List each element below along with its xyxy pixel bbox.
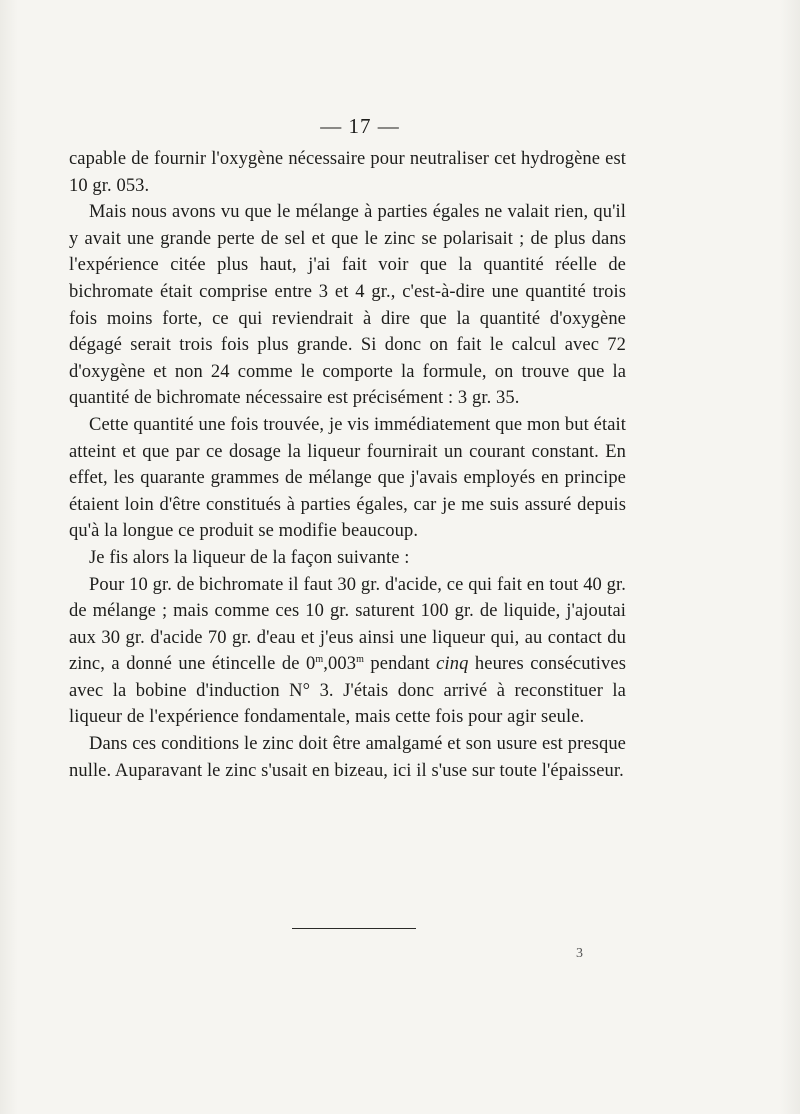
spark-prefix: 0 [306, 654, 316, 675]
paragraph-5-start: Pour 10 gr. de bichromate il faut 30 gr. d'acide, ce qui fait en tout 40 gr. de mélange ; mais comme ces 10 gr. saturent 100 gr. de liquide, j'ajoutai aux 30 gr. d'acide 70 gr. d'eau et j'eus ainsi une liqueur qui, au contact du zinc, a donné une étincelle de [69, 574, 626, 675]
paragraph-2: Mais nous avons vu que le mélange à parties égales ne valait rien, qu'il y avait une grande perte de sel et que le zinc se polarisait ; de plus dans l'expérience citée plus haut, j'ai fait voir que la quantité réelle de bichromate était comprise entre 3 et 4 gr., c'est-à-dire une quantité trois fois moins forte, ce qui reviendrait à dire que la quantité d'oxygène dégagé serait trois fois plus grande. Si donc on fait le calcul avec 72 d'oxygène et non 24 comme le comporte la formule, on trouve que la quantité de bichromate nécessaire est précisément : 3 gr. 35. [69, 202, 626, 409]
spark-unit-1: m [315, 654, 324, 666]
signature-mark: 3 [576, 946, 583, 961]
paragraph-1: capable de fournir l'oxygène nécessaire pour neutraliser cet hydrogène est 10 gr. 053. [69, 149, 626, 196]
page-number: — 17 — [320, 114, 400, 138]
spark-unit-2: m [356, 654, 364, 666]
horizontal-rule [292, 928, 416, 929]
paragraph-5-mid: pendant [363, 654, 437, 675]
paragraph-5-end: heures consécutives avec la bobine d'induction N° 3. J'étais donc arrivé à reconstituer la liqueur de l'expérience fondamentale, mais cette fois pour agir seule. [69, 654, 626, 728]
paragraph-4: Je fis alors la liqueur de la façon suivante : [89, 547, 410, 568]
paragraph-6: Dans ces conditions le zinc doit être amalgamé et son usure est presque nulle. Auparavant le zinc s'usait en bizeau, ici il s'use sur toute l'épaisseur. [69, 734, 626, 781]
spark-value: ,003 [323, 654, 357, 675]
italic-word: cinq [436, 654, 469, 675]
paragraph-3: Cette quantité une fois trouvée, je vis immédiatement que mon but était atteint et que par ce dosage la liqueur fournirait un courant constant. En effet, les quarante grammes de mélange que j'avais employés en principe étaient loin d'être constitués à parties égales, car je me suis assuré depuis qu'à la longue ce produit se modifie beaucoup. [69, 414, 626, 542]
paragraph-5 [69, 572, 626, 732]
body-text [69, 146, 626, 784]
